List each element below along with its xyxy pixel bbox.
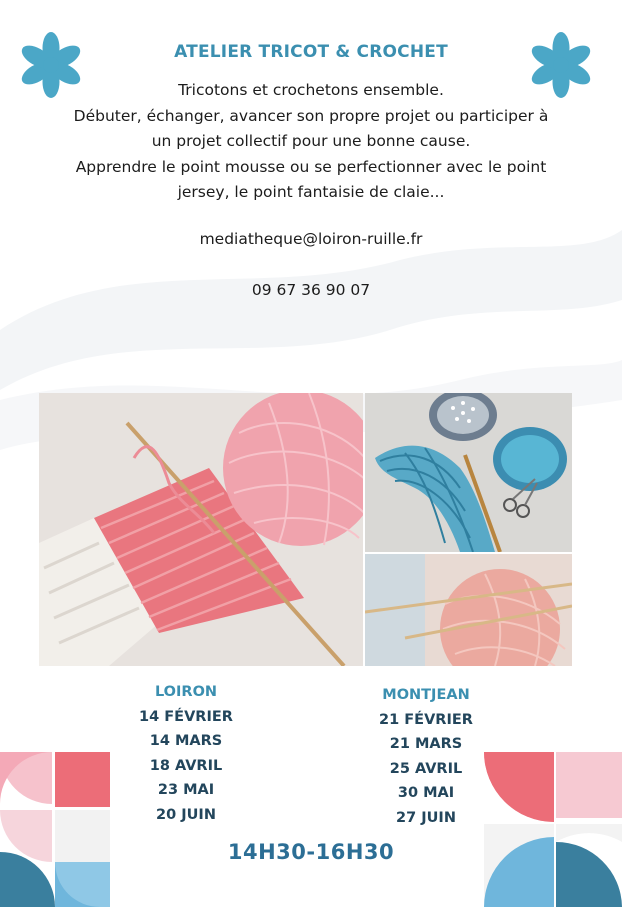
intro-line: Apprendre le point mousse ou se perfectionner avec le point [75, 157, 547, 176]
intro-line: Tricotons et crochetons ensemble. [178, 81, 444, 99]
email-contact[interactable]: mediatheque@loiron-ruille.fr [199, 230, 423, 248]
session-date: 20 JUIN [156, 806, 216, 823]
intro-line: un projet collectif pour une bonne cause. [151, 132, 471, 150]
photo-pink-knitting [39, 393, 363, 666]
town-name: MONTJEAN [382, 687, 470, 703]
intro-line: jersey, le point fantaisie de claie... [177, 183, 445, 201]
town-name: LOIRON [154, 684, 218, 700]
decorative-shapes-right [484, 752, 622, 907]
session-date: 14 FÉVRIER [139, 708, 233, 725]
session-date: 30 MAI [397, 785, 455, 801]
decorative-shapes-left [0, 752, 110, 907]
page-title: ATELIER TRICOT & CROCHET [174, 42, 448, 62]
session-date: 27 JUIN [396, 809, 456, 826]
schedule-loiron [110, 680, 262, 827]
session-date: 21 MARS [389, 736, 463, 752]
session-hours: 14H30-16H30 [227, 840, 395, 864]
photo-pink-yarn-needles [365, 554, 572, 666]
schedule-montjean [350, 683, 502, 830]
phone-contact[interactable]: 09 67 36 90 07 [251, 281, 371, 299]
intro-line: Débuter, échanger, avancer son propre projet ou participer à [73, 106, 549, 125]
intro-text [50, 78, 572, 206]
session-date: 18 AVRIL [149, 757, 223, 774]
photo-blue-yarn [365, 393, 572, 552]
session-date: 21 FÉVRIER [379, 711, 473, 728]
session-date: 25 AVRIL [389, 760, 463, 777]
session-date: 23 MAI [157, 782, 215, 798]
session-date: 14 MARS [149, 733, 223, 749]
